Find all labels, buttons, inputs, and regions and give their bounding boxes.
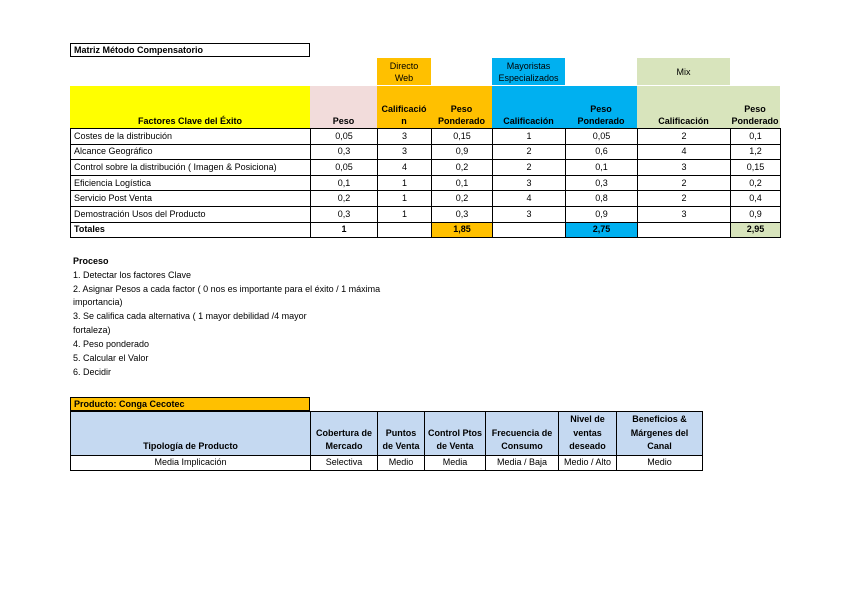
factor-cell: Alcance Geográfico	[71, 144, 311, 160]
matrix-table	[70, 128, 781, 238]
table-row	[71, 191, 781, 207]
proceso-line: importancia)	[73, 297, 123, 307]
header-tipologia: Tipología de Producto	[71, 412, 311, 456]
calif-mix-cell: 3	[638, 206, 731, 222]
calif-mayoristas-cell: 1	[493, 129, 566, 145]
pp-mix-cell: 0,15	[731, 160, 781, 176]
calif-mayoristas-cell: 2	[493, 160, 566, 176]
pp-mix-cell: 1,2	[731, 144, 781, 160]
proceso-line: fortaleza)	[73, 325, 111, 335]
proceso-title: Proceso	[73, 256, 109, 266]
pp-mayoristas-cell: 0,8	[566, 191, 638, 207]
totals-row	[71, 222, 781, 238]
calif-mayoristas-cell: 3	[493, 175, 566, 191]
factor-cell: Demostración Usos del Producto	[71, 206, 311, 222]
header-frecuencia: Frecuencia de Consumo	[486, 412, 559, 456]
calif-directo-cell: 3	[378, 144, 432, 160]
pp-mayoristas-cell: 0,3	[566, 175, 638, 191]
factor-cell: Costes de la distribución	[71, 129, 311, 145]
calif-directo-cell: 1	[378, 191, 432, 207]
header-peso-ponderado-mix: Peso Ponderado	[730, 86, 780, 128]
header-control-ptos: Control Ptos de Venta	[425, 412, 486, 456]
value-nivel-ventas: Medio / Alto	[559, 455, 617, 470]
header-beneficios: Beneficios & Márgenes del Canal	[617, 412, 703, 456]
value-cobertura: Selectiva	[311, 455, 378, 470]
header-calificacion-mayoristas: Calificación	[492, 86, 565, 128]
factor-cell: Servicio Post Venta	[71, 191, 311, 207]
empty-cell	[638, 222, 731, 238]
calif-directo-cell: 1	[378, 206, 432, 222]
proceso-line: 5. Calcular el Valor	[73, 353, 149, 363]
header-calificacion-mix: Calificación	[637, 86, 730, 128]
proceso-line: 3. Se califica cada alternativa ( 1 mayor debilidad /4 mayor	[73, 311, 307, 321]
pp-mayoristas-cell: 0,6	[566, 144, 638, 160]
empty-cell	[378, 222, 432, 238]
pp-mix-cell: 0,2	[731, 175, 781, 191]
calif-mayoristas-cell: 2	[493, 144, 566, 160]
total-mayoristas: 2,75	[566, 222, 638, 238]
calif-mayoristas-cell: 4	[493, 191, 566, 207]
group-mix: Mix	[637, 58, 730, 85]
empty-cell	[493, 222, 566, 238]
peso-cell: 0,1	[311, 175, 378, 191]
peso-cell: 0,2	[311, 191, 378, 207]
value-tipologia: Media Implicación	[71, 455, 311, 470]
pp-mayoristas-cell: 0,1	[566, 160, 638, 176]
pp-directo-cell: 0,1	[432, 175, 493, 191]
pp-directo-cell: 0,2	[432, 191, 493, 207]
peso-cell: 0,3	[311, 206, 378, 222]
calif-mix-cell: 2	[638, 129, 731, 145]
group-directo-web: Directo Web	[377, 58, 431, 85]
table-row	[71, 175, 781, 191]
proceso-line: 2. Asignar Pesos a cada factor ( 0 nos es importante para el éxito / 1 máxima	[73, 284, 381, 294]
factor-cell: Eficiencia Logística	[71, 175, 311, 191]
proceso-line: 1. Detectar los factores Clave	[73, 270, 192, 280]
table-row	[71, 129, 781, 145]
table-row	[71, 206, 781, 222]
total-peso: 1	[311, 222, 378, 238]
peso-cell: 0,05	[311, 160, 378, 176]
header-peso: Peso	[310, 86, 377, 128]
totals-label: Totales	[71, 222, 311, 238]
header-peso-ponderado-directo: Peso Ponderado	[431, 86, 492, 128]
calif-mix-cell: 2	[638, 175, 731, 191]
factor-cell: Control sobre la distribución ( Imagen & Posiciona)	[71, 160, 311, 176]
table-row	[71, 144, 781, 160]
header-puntos-venta: Puntos de Venta	[378, 412, 425, 456]
calif-mayoristas-cell: 3	[493, 206, 566, 222]
value-control-ptos: Media	[425, 455, 486, 470]
producto-label: Producto: Conga Cecotec	[70, 397, 310, 411]
producto-table	[70, 411, 703, 471]
value-frecuencia: Media / Baja	[486, 455, 559, 470]
calif-directo-cell: 4	[378, 160, 432, 176]
peso-cell: 0,05	[311, 129, 378, 145]
peso-cell: 0,3	[311, 144, 378, 160]
header-factores: Factores Clave del Éxito	[70, 86, 310, 128]
total-mix: 2,95	[731, 222, 781, 238]
total-directo: 1,85	[432, 222, 493, 238]
matrix-title: Matriz Método Compensatorio	[70, 43, 310, 57]
pp-mayoristas-cell: 0,9	[566, 206, 638, 222]
pp-mix-cell: 0,4	[731, 191, 781, 207]
calif-mix-cell: 2	[638, 191, 731, 207]
header-calificacion-directo: Calificación	[377, 86, 431, 128]
proceso-line: 4. Peso ponderado	[73, 339, 150, 349]
table-row	[71, 455, 703, 470]
value-beneficios: Medio	[617, 455, 703, 470]
proceso-line: 6. Decidir	[73, 367, 112, 377]
calif-directo-cell: 1	[378, 175, 432, 191]
pp-directo-cell: 0,3	[432, 206, 493, 222]
pp-mix-cell: 0,1	[731, 129, 781, 145]
header-cobertura: Cobertura de Mercado	[311, 412, 378, 456]
table-row	[71, 160, 781, 176]
pp-directo-cell: 0,9	[432, 144, 493, 160]
calif-directo-cell: 3	[378, 129, 432, 145]
pp-mayoristas-cell: 0,05	[566, 129, 638, 145]
calif-mix-cell: 4	[638, 144, 731, 160]
group-mayoristas: Mayoristas Especializados	[492, 58, 565, 85]
calif-mix-cell: 3	[638, 160, 731, 176]
header-nivel-ventas: Nivel de ventas deseado	[559, 412, 617, 456]
pp-directo-cell: 0,15	[432, 129, 493, 145]
value-puntos-venta: Medio	[378, 455, 425, 470]
pp-directo-cell: 0,2	[432, 160, 493, 176]
pp-mix-cell: 0,9	[731, 206, 781, 222]
header-peso-ponderado-mayoristas: Peso Ponderado	[565, 86, 637, 128]
